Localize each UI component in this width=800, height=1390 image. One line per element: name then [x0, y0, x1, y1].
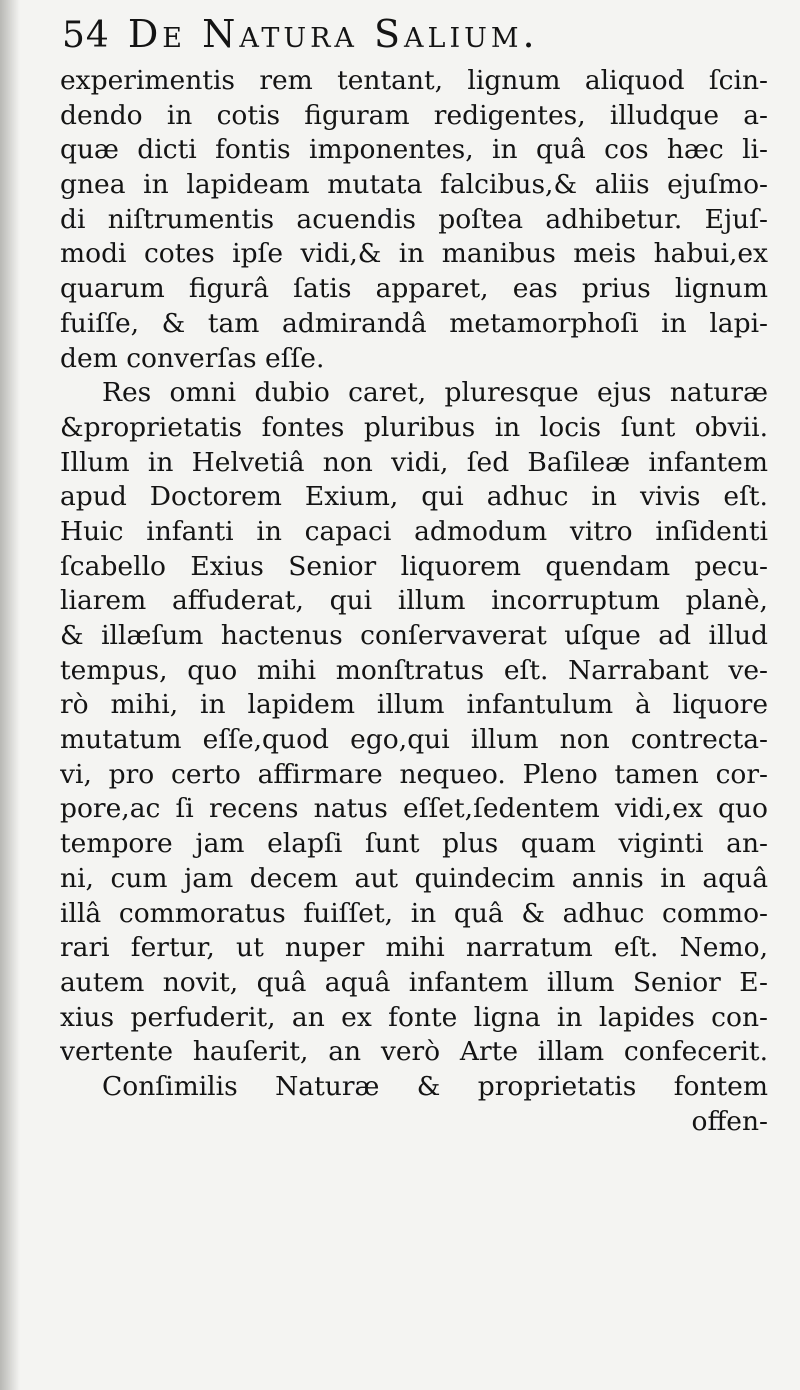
text-line: fuiſſe, & tam admirandâ metamorphoſi in lapi- [60, 307, 768, 339]
text-line: dem converſas eſſe. [60, 342, 325, 374]
text-line: quæ dicti fontis imponentes, in quâ cos hæc li- [60, 134, 768, 166]
text-line: illâ commoratus fuiſſet, in quâ & adhuc commo- [60, 897, 768, 929]
text-line: &proprietatis fontes pluribus in locis ſunt obvii. [60, 411, 768, 443]
text-line: liarem affuderat, qui illum incorruptum planè, [60, 585, 768, 617]
running-title: De Natura Salium. [127, 12, 539, 56]
text-line: Conſimilis Naturæ & proprietatis fontem [102, 1070, 768, 1102]
text-line: rò mihi, in lapidem illum infantulum à liquore [60, 689, 768, 721]
text-line: modi cotes ipſe vidi,& in manibus meis habui,ex [60, 238, 768, 270]
text-line: pore,ac ſi recens natus eſſet,ſedentem vidi,ex quo [60, 793, 768, 825]
text-line: Illum in Helvetiâ non vidi, ſed Baſileæ infantem [60, 446, 768, 478]
text-line: di niſtrumentis acuendis poſtea adhibetur. Ejuſ- [60, 203, 768, 235]
text-line: Res omni dubio caret, pluresque ejus naturæ [102, 377, 768, 409]
text-line: quarum figurâ ſatis apparet, eas prius lignum [60, 273, 768, 305]
page-number: 54 [62, 15, 110, 56]
text-line: tempore jam elapſi ſunt plus quam viginti an- [60, 828, 768, 860]
text-line: ſcabello Exius Senior liquorem quendam pecu- [60, 550, 768, 582]
text-line: vertente hauſerit, an verò Arte illam confecerit. [60, 1036, 768, 1068]
body-text [60, 64, 768, 1105]
text-line: dendo in cotis figuram redigentes, illudque a- [60, 99, 768, 131]
text-line: vi, pro certo affirmare nequeo. Pleno tamen cor- [60, 758, 768, 790]
text-line: & illæſum hactenus conſervaverat uſque ad illud [60, 620, 768, 651]
text-line: gnea in lapideam mutata falcibus,& aliis ejuſmo- [60, 169, 768, 201]
text-line: apud Doctorem Exium, qui adhuc in vivis eſt. [60, 481, 768, 513]
text-line: Huic infanti in capaci admodum vitro inſidenti [60, 515, 768, 547]
text-line: experimentis rem tentant, lignum aliquod ſcin- [60, 65, 768, 96]
text-line: autem novit, quâ aquâ infantem illum Senior E- [60, 966, 768, 998]
page-header [60, 12, 768, 62]
catchword: offen- [691, 1105, 768, 1137]
page-gutter-shadow [0, 0, 20, 1390]
text-line: mutatum eſſe,quod ego,qui illum non contrecta- [60, 724, 768, 756]
text-line: tempus, quo mihi monſtratus eſt. Narrabant ve- [60, 654, 768, 686]
text-line: ni, cum jam decem aut quindecim annis in aquâ [60, 862, 768, 894]
text-line: rari fertur, ut nuper mihi narratum eſt. Nemo, [60, 932, 768, 964]
text-line: xius perfuderit, an ex fonte ligna in lapides con- [60, 1001, 768, 1033]
